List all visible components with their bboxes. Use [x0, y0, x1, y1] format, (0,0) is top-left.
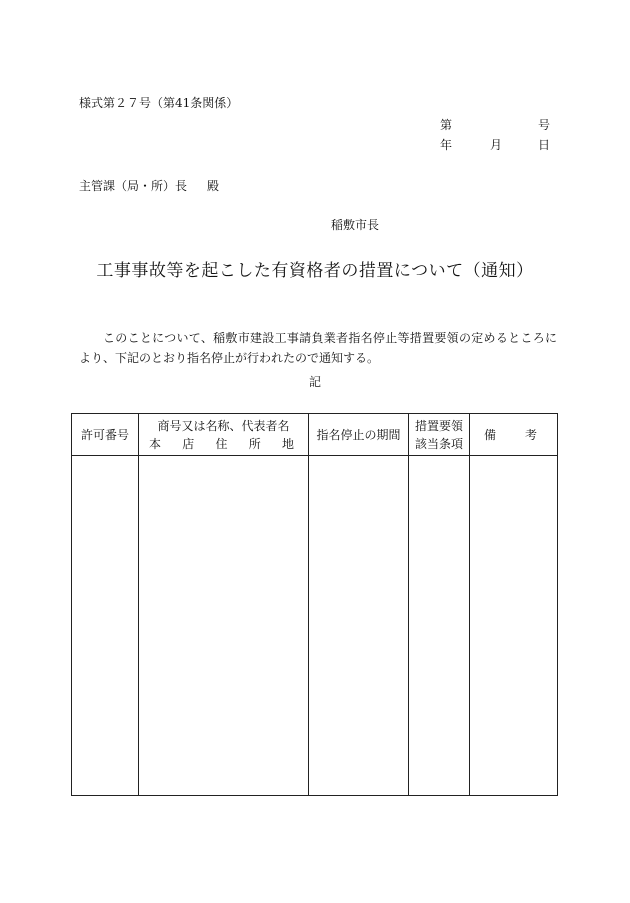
document-number-line [440, 119, 550, 133]
record-label: 記 [308, 375, 321, 389]
header-trade-name-line1: 商号又は名称、代表者名 [157, 418, 290, 433]
body-text: このことについて、稲敷市建設工事請負業者指名停止等措置要領の定めるところにより、下記のとおり指名停止が行われたので通知する。 [79, 331, 557, 365]
document-number-prefix: 第 [440, 118, 453, 132]
form-number: 様式第２７号（第41条関係） [79, 96, 239, 110]
addressee-suffix: 殿 [207, 179, 220, 193]
header-address: 本 店 住 所 地 [149, 436, 294, 451]
suspension-table [71, 413, 558, 796]
header-suspension-period: 指名停止の期間 [309, 414, 409, 456]
cell-clause[interactable] [409, 456, 470, 796]
document-number-suffix: 号 [537, 118, 550, 132]
sender: 稲敷市長 [331, 218, 380, 232]
cell-trade-name[interactable] [139, 456, 309, 796]
table-header-row [72, 414, 558, 456]
table-row [72, 456, 558, 796]
cell-suspension-period[interactable] [309, 456, 409, 796]
addressee-name: 主管課（局・所）長 [79, 179, 188, 193]
header-trade-name [139, 414, 309, 456]
addressee [79, 180, 219, 192]
day-label: 日 [537, 138, 550, 152]
month-label: 月 [490, 138, 503, 152]
header-remarks: 備 考 [470, 414, 558, 456]
document-title: 工事事故等を起こした有資格者の措置について（通知） [96, 261, 534, 281]
year-label: 年 [440, 138, 453, 152]
header-clause: 措置要領 該当条項 [409, 414, 470, 456]
date-line [440, 139, 550, 153]
header-permit-number: 許可番号 [72, 414, 139, 456]
cell-permit-number[interactable] [72, 456, 139, 796]
cell-remarks[interactable] [470, 456, 558, 796]
